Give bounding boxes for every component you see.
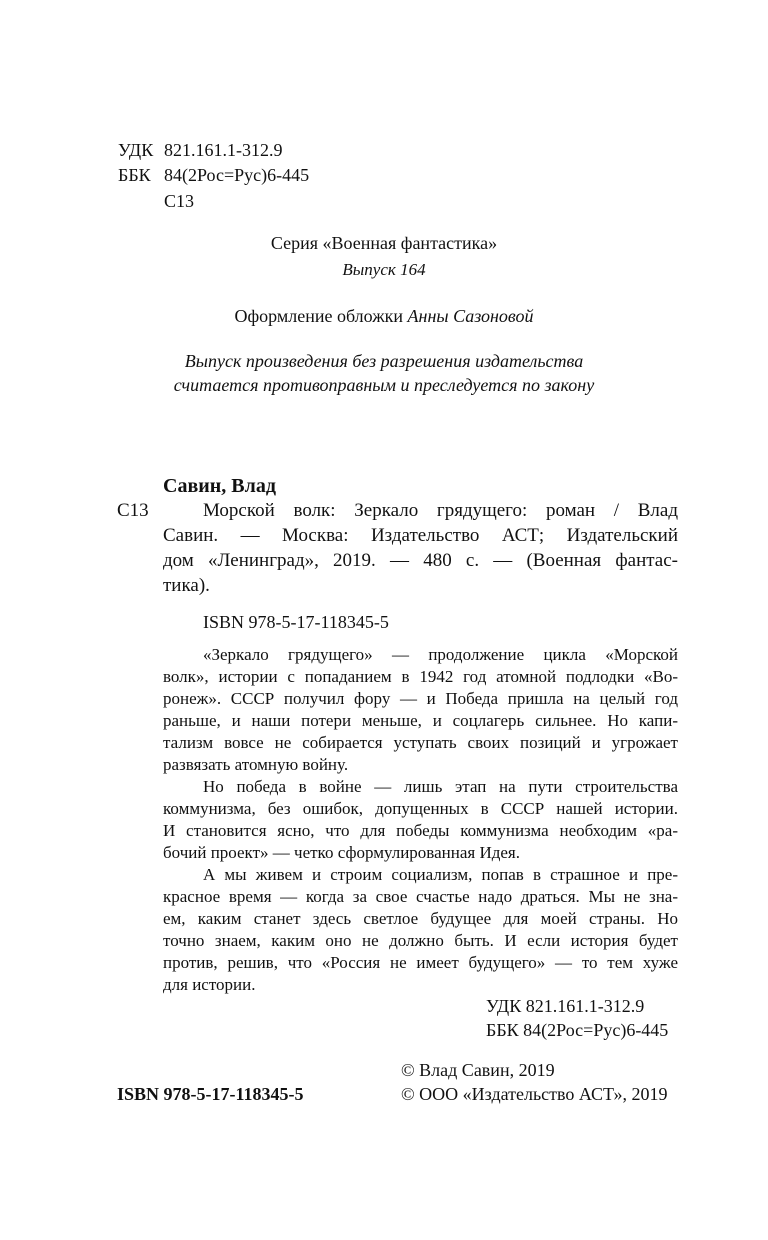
bbk-code-bottom: ББК 84(2Рос=Рус)6-445 (486, 1020, 669, 1040)
annotation-p2-line-1: Но победа в войне — лишь этап на пути строительства (203, 777, 678, 796)
catalog-description-line-4: тика). (163, 575, 210, 596)
annotation-p1-line-1: «Зеркало грядущего» — продолжение цикла «Морской (203, 645, 678, 664)
annotation-p3-line-1: А мы живем и строим социализм, попав в страшное и пре- (203, 865, 678, 884)
annotation-p1-line-4: раньше, и наши потери меньше, и соцлагерь сильнее. Но капи- (163, 711, 678, 730)
udk-label: УДК (118, 140, 154, 160)
cover-designer-name: Анны Сазоновой (407, 306, 534, 326)
copyright-publisher: © ООО «Издательство АСТ», 2019 (401, 1084, 668, 1104)
udk-code-top (118, 139, 283, 161)
bbk-label: ББК (118, 165, 151, 185)
annotation-p2-line-4: бочий проект» — четко сформулированная Идея. (163, 843, 520, 862)
annotation-p3-line-6: для истории. (163, 975, 256, 994)
udk-value: 821.161.1-312.9 (164, 140, 283, 160)
footer-isbn: ISBN 978-5-17-118345-5 (117, 1084, 304, 1104)
bbk-code-top (118, 164, 309, 186)
annotation-p1-line-6: развязать атомную войну. (163, 755, 349, 774)
author-mark-top: С13 (164, 191, 195, 211)
annotation-p1-line-2: волк», истории с попаданием в 1942 год атомной подлодки «Во- (163, 667, 678, 686)
annotation-p2-line-2: коммунизма, без ошибок, допущенных в СССР нашей истории. (163, 799, 678, 818)
catalog-isbn: ISBN 978-5-17-118345-5 (203, 612, 389, 632)
annotation-p3-line-4: точно знаем, каким оно не должно быть. И если история будет (163, 931, 678, 950)
annotation-p1-line-5: тализм вовсе не собирается уступать своих позиций и угрожает (163, 733, 678, 752)
copyright-author: © Влад Савин, 2019 (401, 1060, 555, 1080)
catalog-description-line-1: Морской волк: Зеркало грядущего: роман / Влад (203, 500, 678, 521)
author-heading: Савин, Влад (163, 475, 276, 497)
series-issue: Выпуск 164 (342, 260, 426, 279)
cover-design-credit (0, 305, 768, 327)
copyright-warning-line-2: считается противоправным и преследуется по закону (173, 375, 595, 395)
catalog-description-line-2: Савин. — Москва: Издательство АСТ; Издательский (163, 525, 678, 546)
copyright-warning-line-1: Выпуск произведения без разрешения издательства (184, 351, 584, 371)
annotation-p3-line-5: против, решив, что «Россия не имеет будущего» — то тем хуже (163, 953, 678, 972)
annotation-p1-line-3: ронеж». СССР получил фору — и Победа пришла на целый год (163, 689, 678, 708)
series-line: Серия «Военная фантастика» (270, 233, 498, 253)
annotation-p3-line-2: красное время — когда за свое счастье надо драться. Мы не зна- (163, 887, 678, 906)
bbk-value: 84(2Рос=Рус)6-445 (164, 165, 310, 185)
cover-design-prefix: Оформление обложки (234, 306, 404, 326)
catalog-description-line-3: дом «Ленинград», 2019. — 480 с. — (Военная фантас- (163, 550, 678, 571)
udk-code-bottom: УДК 821.161.1-312.9 (486, 996, 645, 1016)
annotation-p3-line-3: ем, каким станет здесь светлое будущее для моей страны. Но (163, 909, 678, 928)
annotation-p2-line-3: И становится ясно, что для победы коммунизма необходим «ра- (163, 821, 678, 840)
catalog-mark: С13 (117, 500, 149, 521)
